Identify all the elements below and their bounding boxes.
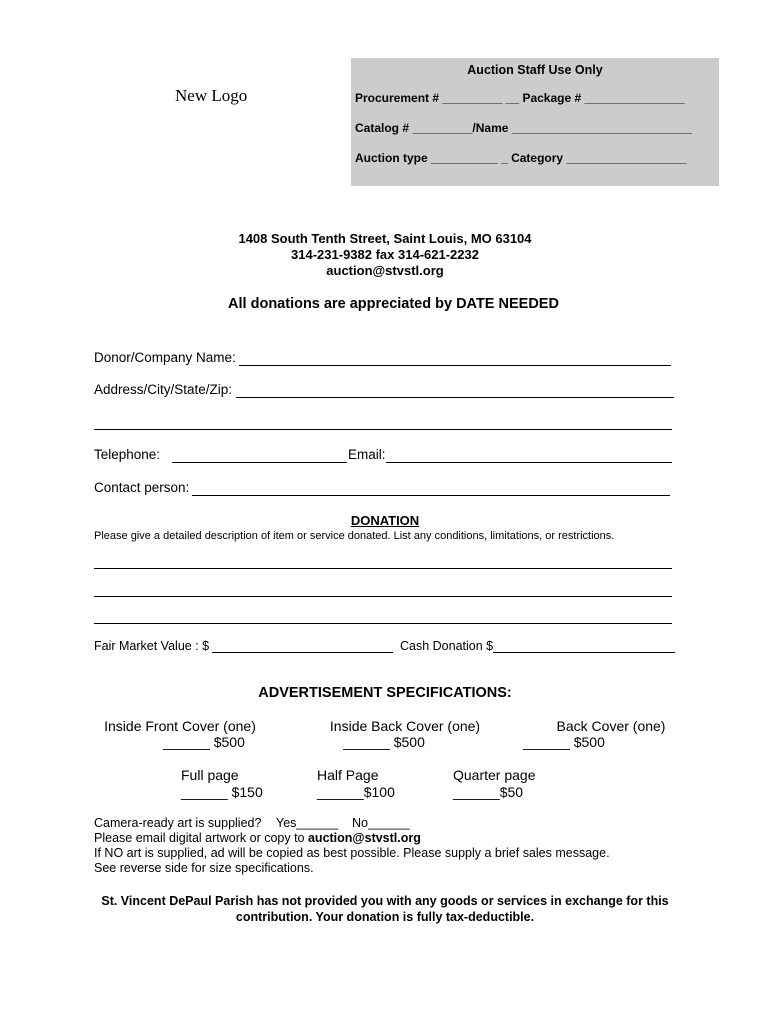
contact-person-field[interactable] bbox=[192, 495, 670, 496]
advertisement-heading: ADVERTISEMENT SPECIFICATIONS: bbox=[258, 685, 512, 701]
email-field[interactable] bbox=[386, 462, 672, 463]
disclaimer-line-2: contribution. Your donation is fully tax-deductible. bbox=[235, 910, 535, 924]
email-line: auction@stvstl.org bbox=[326, 263, 444, 278]
address-field[interactable] bbox=[236, 397, 674, 398]
staff-box-title: Auction Staff Use Only bbox=[467, 63, 603, 77]
address-label: Address/City/State/Zip: bbox=[94, 382, 233, 397]
telephone-label: Telephone: bbox=[94, 447, 161, 462]
staff-use-box bbox=[351, 58, 719, 186]
auction-type-category-row[interactable]: Auction type __________ _ Category __________________ bbox=[355, 151, 687, 165]
donor-company-field[interactable] bbox=[239, 365, 671, 366]
fair-market-value-field[interactable] bbox=[212, 652, 393, 653]
ad-back-cover-label: Back Cover (one) bbox=[556, 718, 666, 734]
tax-disclaimer bbox=[0, 893, 770, 925]
donation-instructions: Please give a detailed description of item or service donated. List any conditions, limitations, or restrictions. bbox=[94, 530, 615, 542]
address-field-line-2[interactable] bbox=[94, 429, 672, 430]
ad-inside-front-label: Inside Front Cover (one) bbox=[104, 718, 256, 734]
email-label: Email: bbox=[348, 447, 386, 462]
ad-inside-back-label: Inside Back Cover (one) bbox=[329, 718, 481, 734]
donation-heading: DONATION bbox=[350, 513, 420, 528]
cash-donation-label: Cash Donation $ bbox=[400, 639, 494, 653]
ad-half-page-price[interactable]: ______$100 bbox=[317, 784, 395, 800]
camera-ready-question: Camera-ready art is supplied? bbox=[94, 816, 262, 830]
donation-deadline-heading: All donations are appreciated by DATE NEEDED bbox=[228, 296, 559, 312]
camera-ready-no[interactable]: No______ bbox=[352, 816, 410, 830]
telephone-field[interactable] bbox=[172, 462, 347, 463]
ad-quarter-page-price[interactable]: ______$50 bbox=[453, 784, 524, 800]
email-artwork-address[interactable]: auction@stvstl.org bbox=[307, 831, 421, 845]
logo-placeholder: New Logo bbox=[175, 86, 248, 105]
ad-half-page-label: Half Page bbox=[317, 767, 379, 783]
email-artwork-note bbox=[94, 831, 421, 845]
donation-description-line-2[interactable] bbox=[94, 596, 672, 597]
donation-description-line-1[interactable] bbox=[94, 568, 672, 569]
donor-company-label: Donor/Company Name: bbox=[94, 350, 236, 365]
ad-quarter-page-label: Quarter page bbox=[453, 767, 536, 783]
donation-description-line-3[interactable] bbox=[94, 623, 672, 624]
camera-ready-yes[interactable]: Yes______ bbox=[276, 816, 339, 830]
ad-full-page-price[interactable]: ______ $150 bbox=[181, 784, 263, 800]
cash-donation-field[interactable] bbox=[493, 652, 675, 653]
fair-market-value-label: Fair Market Value : $ bbox=[94, 639, 210, 653]
catalog-name-row[interactable]: Catalog # _________/Name ___________________________ bbox=[355, 121, 692, 135]
ad-inside-front-price[interactable]: ______ $500 bbox=[163, 734, 245, 750]
email-artwork-prefix: Please email digital artwork or copy to bbox=[94, 831, 308, 845]
disclaimer-line-1: St. Vincent DePaul Parish has not provided you with any goods or services in exchange for this bbox=[101, 894, 669, 908]
ad-inside-back-price[interactable]: ______ $500 bbox=[343, 734, 425, 750]
ad-back-cover-price[interactable]: ______ $500 bbox=[523, 734, 605, 750]
ad-full-page-label: Full page bbox=[181, 767, 239, 783]
reverse-side-note: See reverse side for size specifications. bbox=[94, 861, 314, 875]
procurement-package-row[interactable]: Procurement # _________ __ Package # _______________ bbox=[355, 91, 685, 105]
no-art-note: If NO art is supplied, ad will be copied as best possible. Please supply a brief sales message. bbox=[94, 846, 610, 860]
contact-person-label: Contact person: bbox=[94, 480, 190, 495]
address-line: 1408 South Tenth Street, Saint Louis, MO 63104 bbox=[238, 231, 532, 246]
phone-fax-line: 314-231-9382 fax 314-621-2232 bbox=[291, 247, 479, 262]
